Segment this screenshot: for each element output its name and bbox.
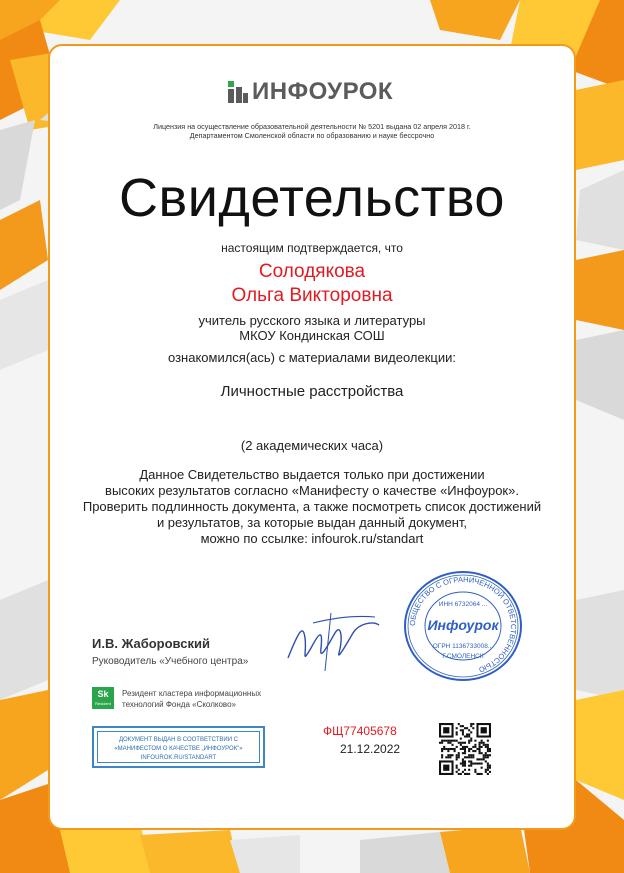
license-text [48, 122, 576, 140]
infourok-logo-icon [228, 79, 248, 105]
director-role: Руководитель «Учебного центра» [92, 656, 249, 667]
recipient-given-names: Ольга Викторовна [231, 285, 393, 306]
confirm-text: настоящим подтверждается, что [221, 241, 403, 255]
skolkovo-text-line-1: Резидент кластера информационных [122, 689, 262, 698]
stamp-outer-text: ОБЩЕСТВО С ОГРАНИЧЕННОЙ ОТВЕТСТВЕННОСТЬЮ [407, 574, 519, 675]
description-line-4: и результатов, за которые выдан данный документ, [156, 515, 468, 530]
logo-text-part-2: УРОК [327, 78, 394, 105]
infourok-logo-text [252, 78, 393, 106]
recipient-school: МКОУ Кондинская СОШ [239, 328, 385, 343]
certificate-frame [48, 44, 576, 830]
company-stamp [402, 570, 524, 682]
qr-code [439, 723, 491, 775]
description-line-2: высоких результатов согласно «Манифесту о качестве «Инфоурок». [105, 483, 519, 498]
stamp-city: Г.СМОЛЕНСК [442, 653, 484, 660]
skolkovo-text-line-2: технологий Фонда «Сколково» [122, 700, 236, 709]
course-name: Личностные расстройства [220, 383, 404, 400]
familiarized-text: ознакомился(ась) с материалами видеолекции: [167, 350, 456, 365]
document-date: 21.12.2022 [340, 742, 401, 756]
description-line-5: можно по ссылке: infourok.ru/standart [200, 531, 424, 546]
manifest-line-3: INFOUROK.RU/STANDART [140, 755, 217, 761]
skolkovo-logo-sub: Resident [95, 701, 111, 706]
stamp-inn: ИНН 6732064 ... [438, 601, 488, 608]
document-id: ФЩ77405678 [323, 724, 397, 738]
stamp-center-text: Инфоурок [427, 617, 499, 633]
certificate-title: Свидетельство [119, 168, 505, 228]
manifest-line-1: ДОКУМЕНТ ВЫДАН В СООТВЕТСТВИИ С [118, 737, 239, 743]
director-signature [283, 603, 383, 673]
skolkovo-logo: Sk [92, 687, 114, 709]
course-hours: (2 академических часа) [240, 438, 384, 453]
logo-text-part-1: ИНФО [252, 78, 328, 105]
infourok-logo [228, 78, 398, 106]
manifest-badge-inner [97, 731, 260, 763]
recipient-position: учитель русского языка и литературы [198, 313, 426, 328]
description-line-3: Проверить подлинность документа, а также посмотреть список достижений [82, 499, 542, 514]
manifest-badge [92, 726, 265, 768]
director-name: И.В. Жаборовский [92, 636, 210, 651]
license-line-2: Департаментом Смоленской области по образованию и науке бессрочно [189, 131, 435, 140]
description-line-1: Данное Свидетельство выдается только при достижении [139, 467, 485, 482]
license-line-1: Лицензия на осуществление образовательной деятельности № 5201 выдана 02 апреля 2018 г. [153, 122, 471, 131]
stamp-ogrn: ОГРН 1136733008... [432, 643, 494, 650]
recipient-surname: Солодякова [258, 261, 366, 282]
manifest-line-2: «МАНИФЕСТОМ О КАЧЕСТВЕ „ИНФОУРОК"» [114, 746, 243, 752]
